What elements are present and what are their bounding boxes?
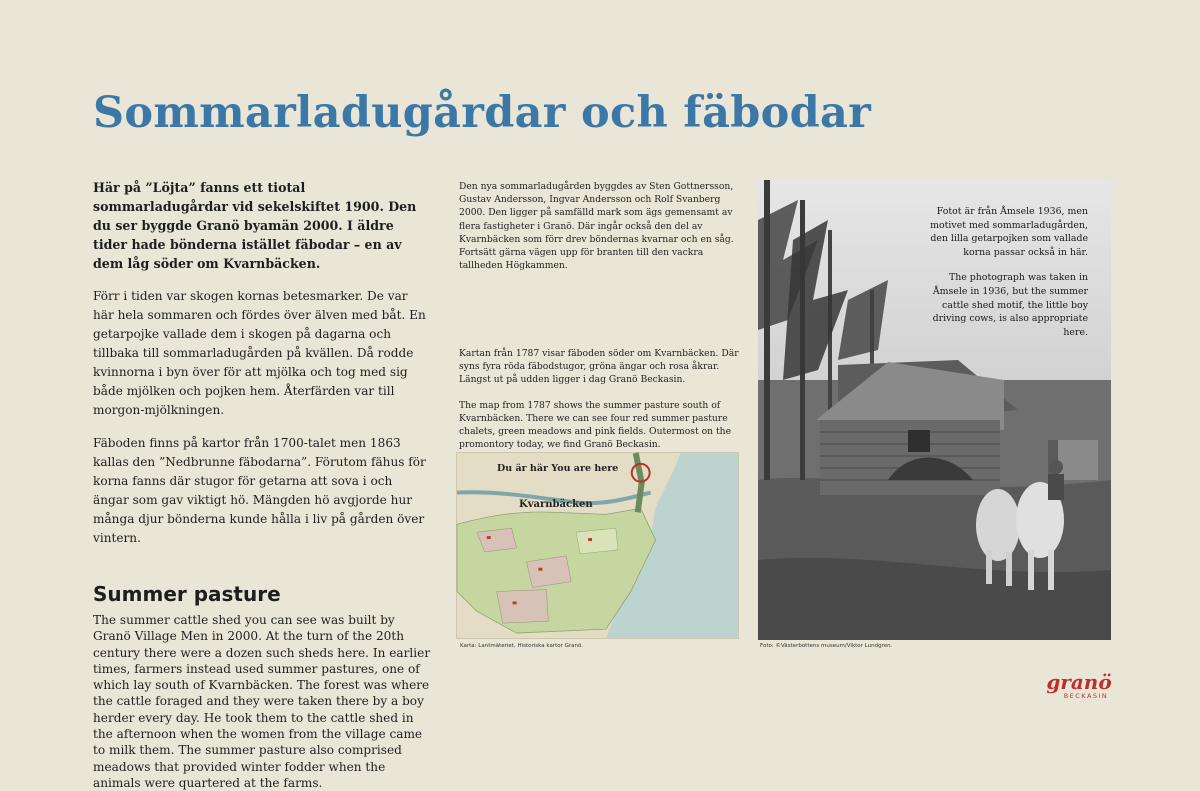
fabod-paragraph: Fäboden finns på kartor från 1700-talet men 1863 kallas den ”Nedbrunne fäbodarna”. Förutom fähus för korna fanns där stugor för getarna att sova i och ängar som gav viktigt hö. Mängden hö avgjorde hur många djur bönderna kunde hålla i liv på gården över vintern.	[93, 436, 426, 545]
historic-map	[456, 452, 739, 639]
photo-text-swedish: Fotot är från Åmsele 1936, men motivet med sommarladugården, den lilla getarpojken som vallade korna passar också in här.	[930, 206, 1088, 258]
photo-caption: Foto: ©Västerbottens museum/Viktor Lundgren.	[760, 643, 893, 649]
english-heading: Summer pasture	[93, 582, 281, 606]
map-text-swedish: Kartan från 1787 visar fäboden söder om Kvarnbäcken. Där syns fyra röda fäbodstugor, gröna ängar och rosa åkrar. Längst ut på udden ligger i dag Granö Beckasin.	[459, 348, 739, 386]
logo-subtitle: BECKASIN	[1063, 692, 1109, 700]
you-are-here-label: Du är här You are here	[497, 463, 619, 474]
map-caption: Karta: Lantmäteriet, Historiska kartor Granö.	[460, 643, 584, 649]
builders-text	[459, 180, 739, 272]
page-title: Sommarladugårdar och fäbodar	[93, 88, 872, 138]
english-paragraph: The summer cattle shed you can see was built by Granö Village Men in 2000. At the turn of the 20th century there were a dozen such sheds here. In earlier times, farmers instead used summer pastures, one of which lay south of Kvarnbäcken. The forest was where the cattle foraged and they were taken there by a boy herder every day. He took them to the cattle shed in the afternoon when the women from the village came to milk them. The summer pasture also comprised meadows that provided winter fodder when the animals were quartered at the farms.	[93, 613, 431, 790]
logo-wordmark: granö	[1046, 670, 1112, 694]
kvarnbacken-label: Kvarnbäcken	[519, 499, 593, 510]
photo-text-english: The photograph was taken in Åmsele in 1936, but the summer cattle shed motif, the little boy driving cows, is also appropriate here.	[932, 272, 1088, 338]
builders-paragraph: Den nya sommarladugården byggdes av Sten Gottnersson, Gustav Andersson, Ingvar Andersson och Rolf Svanberg 2000. Den ligger på samfälld mark som ägs gemensamt av flera fastigheter i Granö. Där ingår också den del av Kvarnbäcken som förr drev böndernas kvarnar och en såg. Fortsätt gärna vägen upp för branten till den vackra tallheden Högkammen.	[459, 181, 734, 272]
historic-map-drawing	[457, 453, 738, 638]
left-column	[93, 178, 431, 791]
map-text-english: The map from 1787 shows the summer pasture south of Kvarnbäcken. There we can see four red summer pasture chalets, green meadows and pink fields. Outermost on the promontory today, we find Granö Beckasin.	[459, 399, 732, 451]
map-description	[459, 347, 739, 451]
grano-beckasin-logo	[1046, 672, 1112, 700]
history-paragraph: Förr i tiden var skogen kornas betesmarker. De var här hela sommaren och fördes över älven med båt. En getarpojke vallade dem i skogen på dagarna och tillbaka till sommarladugården på kvällen. Då rodde kvinnorna i byn över för att mjölka och tog med sig både mjölken och pojken hem. Återfärden var till morgon-mjölkningen.	[93, 289, 426, 417]
photo-description	[918, 205, 1088, 339]
lead-paragraph: Här på ”Löjta” fanns ett tiotal sommarladugårdar vid sekelskiftet 1900. Den du ser byggde Granö byamän 2000. I äldre tider hade bönderna istället fäbodar – en av dem låg söder om Kvarnbäcken.	[93, 180, 417, 271]
